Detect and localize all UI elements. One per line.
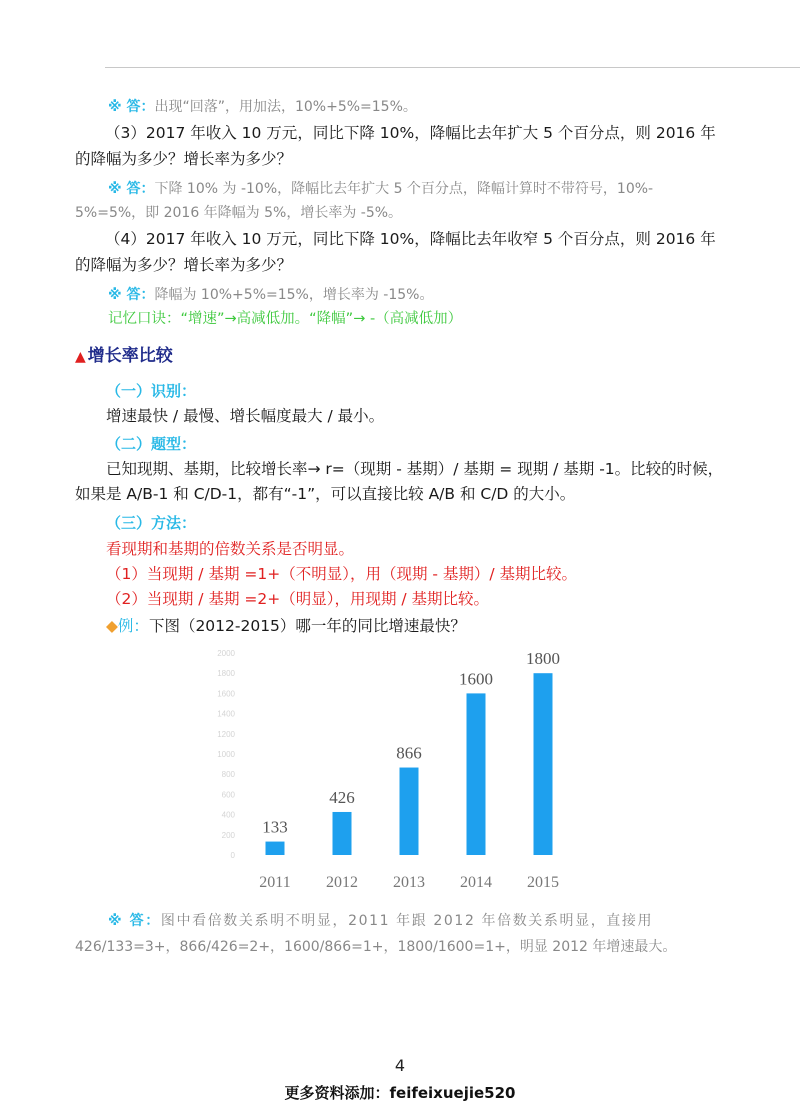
answer-4 <box>108 284 433 306</box>
answer-example-text: 图中看倍数关系明不明显，2011 年跟 2012 年倍数关系明显，直接用 <box>160 913 654 929</box>
method-case-1: （1）当现期 / 基期 =1+（不明显），用（现期 - 基期）/ 基期比较。 <box>106 565 578 583</box>
answer-tag: ※ 答： <box>108 181 155 197</box>
section-title-text: 增长率比较 <box>87 346 173 366</box>
answer-3-text: 下降 10% 为 -10%，降幅比去年扩大 5 个百分点，降幅计算时不带符号，10%- <box>154 181 654 197</box>
subsection-2-text-line-2: 如果是 A/B-1 和 C/D-1，都有“-1”，可以直接比较 A/B 和 C/D 的大小。 <box>75 485 576 503</box>
answer-4-text: 降幅为 10%+5%=15%，增长率为 -15%。 <box>154 287 434 303</box>
answer-example-line-2: 426/133=3+，866/426=2+，1600/866=1+，1800/1600=1+，明显 2012 年增速最大。 <box>75 939 677 955</box>
answer-1 <box>108 96 417 118</box>
y-tick-label: 1200 <box>217 729 235 739</box>
question-4-line-2: 的降幅为多少？增长率为多少？ <box>75 256 293 274</box>
diamond-icon: ◆ <box>106 617 118 635</box>
x-tick-label: 2012 <box>326 874 358 891</box>
x-tick-label: 2015 <box>527 874 559 891</box>
example <box>106 615 466 637</box>
subsection-1-text: 增速最快 / 最慢、增长幅度最大 / 最小。 <box>106 407 385 425</box>
bar-chart <box>205 645 575 895</box>
subsection-3-title: （三）方法： <box>106 514 197 532</box>
question-4-line-1: （4）2017 年收入 10 万元，同比下降 10%，降幅比去年收窄 5 个百分点，则 2016 年 <box>105 230 716 248</box>
bar-value-label: 1800 <box>526 649 560 669</box>
bar <box>266 842 285 855</box>
answer-3-line-1 <box>108 178 653 200</box>
answer-example-line-1 <box>108 910 653 932</box>
method-case-2: （2）当现期 / 基期 =2+（明显），用现期 / 基期比较。 <box>106 590 490 608</box>
memory-tip: 记忆口诀：“增速”→高减低加。“降幅”→ -（高减低加） <box>108 311 463 327</box>
bar <box>467 693 486 855</box>
y-tick-label: 1000 <box>217 750 235 759</box>
question-3-line-2: 的降幅为多少？增长率为多少？ <box>75 150 293 168</box>
bar <box>534 673 553 855</box>
answer-tag: ※ 答： <box>108 99 155 115</box>
footer-text: 更多资料添加：feifeixuejie520 <box>284 1084 516 1102</box>
example-tag: 例： <box>117 617 149 635</box>
triangle-icon: ▲ <box>75 349 86 365</box>
method-rule: 看现期和基期的倍数关系是否明显。 <box>106 540 355 558</box>
y-tick-label: 0 <box>230 851 235 860</box>
y-tick-label: 1400 <box>217 709 235 719</box>
y-tick-label: 800 <box>221 770 235 780</box>
answer-3-line-2: 5%=5%，即 2016 年降幅为 5%，增长率为 -5%。 <box>75 205 403 221</box>
bar <box>333 812 352 855</box>
y-tick-label: 2000 <box>217 649 235 658</box>
answer-1-text: 出现“回落”，用加法，10%+5%=15%。 <box>154 99 417 115</box>
bar-value-label: 133 <box>262 817 288 837</box>
subsection-2-title: （二）题型： <box>106 435 197 453</box>
bar-value-label: 426 <box>329 787 355 807</box>
bar-value-label: 866 <box>396 743 422 763</box>
subsection-2-text-line-1: 已知现期、基期，比较增长率→ r=（现期 - 基期）/ 基期 = 现期 / 基期 -1。比较的时候， <box>106 460 724 478</box>
question-3-line-1: （3）2017 年收入 10 万元，同比下降 10%，降幅比去年扩大 5 个百分点，则 2016 年 <box>105 124 716 142</box>
y-tick-label: 400 <box>221 810 235 820</box>
y-tick-label: 1600 <box>217 689 235 699</box>
y-tick-label: 200 <box>221 830 235 840</box>
section-title <box>75 345 173 368</box>
y-tick-label: 1800 <box>217 669 235 679</box>
y-tick-label: 600 <box>221 790 235 800</box>
answer-tag: ※ 答： <box>108 913 161 929</box>
bar-value-label: 1600 <box>459 669 493 689</box>
page-number: 4 <box>394 1056 406 1075</box>
example-text: 下图（2012-2015）哪一年的同比增速最快？ <box>148 617 466 635</box>
x-tick-label: 2013 <box>393 874 425 891</box>
bar <box>400 768 419 855</box>
header-rule <box>105 67 800 68</box>
subsection-1-title: （一）识别： <box>106 382 197 400</box>
x-tick-label: 2011 <box>259 874 291 891</box>
x-tick-label: 2014 <box>460 874 492 891</box>
answer-tag: ※ 答： <box>108 287 155 303</box>
